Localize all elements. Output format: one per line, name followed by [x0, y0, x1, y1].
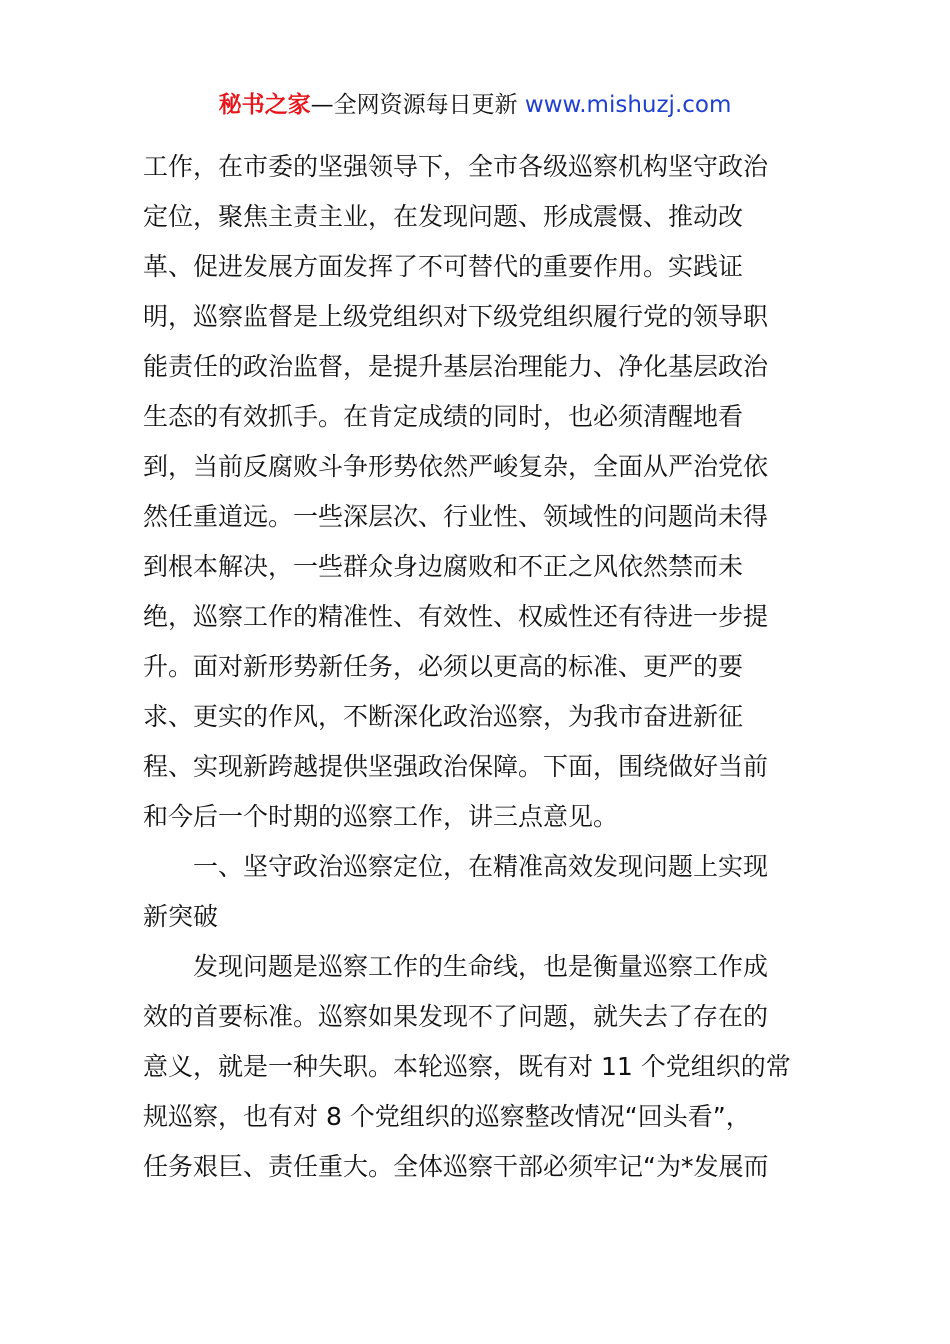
text-line: 升。面对新形势新任务，必须以更高的标准、更严的要: [143, 652, 744, 681]
text-line: 然任重道远。一些深层次、行业性、领域性的问题尚未得: [143, 502, 769, 531]
text-line: 规巡察，也有对 8 个党组织的巡察整改情况“回头看”，: [143, 1102, 751, 1131]
site-header: [0, 88, 950, 122]
text-line: 发现问题是巡察工作的生命线，也是衡量巡察工作成: [193, 952, 769, 981]
text-line: 定位，聚焦主责主业，在发现问题、形成震慑、推动改: [143, 202, 744, 231]
text-line: 生态的有效抓手。在肯定成绩的同时，也必须清醒地看: [143, 402, 744, 431]
brand-name: 秘书之家: [218, 92, 311, 118]
text-line: 工作，在市委的坚强领导下，全市各级巡察机构坚守政治: [143, 152, 769, 181]
text-line: 绝，巡察工作的精准性、有效性、权威性还有待进一步提: [143, 602, 769, 631]
text-line: 意义，就是一种失职。本轮巡察，既有对 11 个党组织的常: [143, 1052, 791, 1081]
text-line: 求、更实的作风，不断深化政治巡察，为我市奋进新征: [143, 702, 744, 731]
section-heading: 一、坚守政治巡察定位，在精准高效发现问题上实现: [193, 852, 769, 881]
section-heading-continuation: 新突破: [143, 902, 219, 931]
text-line: 能责任的政治监督，是提升基层治理能力、净化基层政治: [143, 352, 769, 381]
header-tagline: —全网资源每日更新: [310, 92, 518, 118]
text-line: 和今后一个时期的巡察工作，讲三点意见。: [143, 802, 619, 831]
text-line: 明，巡察监督是上级党组织对下级党组织履行党的领导职: [143, 302, 769, 331]
text-line: 任务艰巨、责任重大。全体巡察干部必须牢记“为*发展而: [143, 1152, 769, 1181]
text-line: 到，当前反腐败斗争形势依然严峻复杂，全面从严治党依: [143, 452, 769, 481]
text-line: 到根本解决，一些群众身边腐败和不正之风依然禁而未: [143, 552, 744, 581]
site-url-link[interactable]: www.mishuzj.com: [524, 92, 732, 118]
document-body: [143, 142, 811, 1192]
text-line: 革、促进发展方面发挥了不可替代的重要作用。实践证: [143, 252, 744, 281]
text-line: 效的首要标准。巡察如果发现不了问题，就失去了存在的: [143, 1002, 769, 1031]
text-line: 程、实现新跨越提供坚强政治保障。下面，围绕做好当前: [143, 752, 769, 781]
